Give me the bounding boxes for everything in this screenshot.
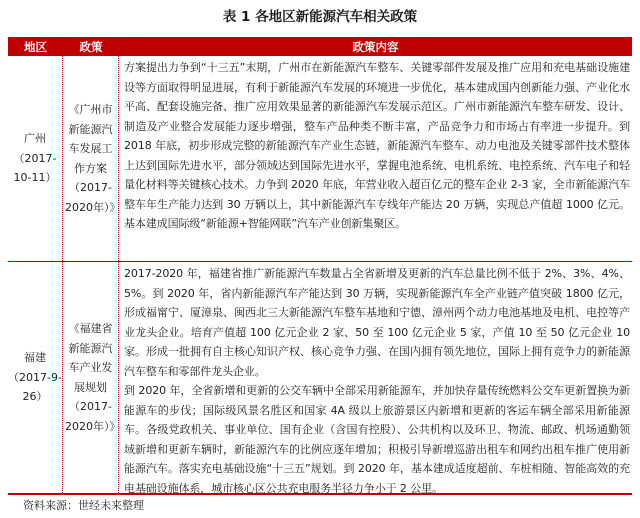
table-title: 表 1 各地区新能源汽车相关政策 xyxy=(222,9,418,25)
region-cell xyxy=(8,56,63,261)
region-cell xyxy=(8,262,63,493)
content-paragraph: 方案提出力争到“十三五”末期，广州市在新能源汽车整车、关键零部件发展及推广应用和充电基础设施建设等方面取得明显进展，有利于新能源汽车发展的环境进一步优化，基本建成国内创新能力强、产业化水平高、配套设施完备、推广应用效果显著的新能源汽车发展示范区。广州市新能源汽车整车研发、设计、制造及产业整合发展能力逐步增强，整车产品种类不断丰富，产品竞争力和市场占有率进一步提升。到 2018 年底，初步形成完整的新能源汽车产业生态链，新能源汽车整车、动力电池及关键零部件技术整体上达到国际先进水平，部分领域达到国际先进水平，掌握电池系统、电机系统、电控系统、汽车电子和轻量化材料等关键核心技术。力争到 2020 年底，年营业收入超百亿元的整车企业 2-3 家，全市新能源汽车整车年生产能力达到 30 万辆以上，其中新能源汽车专线年产能达 20 万辆，实现总产值超 1000 亿元。基本建成国际级“新能源+智能网联”汽车产业创新集聚区。 xyxy=(124,61,630,230)
header-policy: 政策 xyxy=(79,40,103,54)
header-content: 政策内容 xyxy=(352,40,399,54)
policy-text: 《福建省新能源汽车产业发展规划（2017-2020年）》 xyxy=(65,322,121,433)
content-paragraph: 2017-2020 年，福建省推广新能源汽车数量占全省新增及更新的汽车总量比例不低于 2%、3%、4%、5%。到 2020 年，省内新能源汽车产能达到 30 万辆，实现新能源汽车全产业链产值突破 1800 亿元，形成福甯宁、厦漳泉、闽西北三大新能源汽车整车基地和宁德、漳州两个动力电池基地及电机、电控等产业龙头企业。培育产值超 100 亿元企业 2 家、50 至 100 亿元企业 5 家，产值 10 至 50 亿元企业 10 家。形成一批拥有自主核心知识产权、核心竞争力强、在国内拥有领先地位，国际上拥有竞争力的新能源汽车整车和零部件龙头企业。 xyxy=(124,267,630,378)
policy-table xyxy=(8,37,632,495)
region-text: 广州（2017-10-11） xyxy=(13,132,57,185)
policy-text: 《广州市新能源汽车发展工作方案（2017-2020年）》 xyxy=(65,103,121,214)
table-header-row xyxy=(8,38,632,56)
table-row xyxy=(8,56,632,262)
region-text: 福建（2017-9-26） xyxy=(8,351,62,404)
table-row xyxy=(8,262,632,493)
policy-cell xyxy=(63,56,119,261)
source-note: 资料来源：世经未来整理 xyxy=(23,499,144,512)
content-paragraph: 到 2020 年，全省新增和更新的公交车辆中全部采用新能源车，并加快存量传统燃料公交车更新置换为新能源车的步伐；国际级风景名胜区和国家 4A 级以上旅游景区内新增和更新的客运车辆全部采用新能源车。各级党政机关、事业单位、国有企业（含国有控股）、公共机构以及环卫、物流、邮政、机场通勤领域新增和更新车辆时，新能源汽车的比例应逐年增加；积极引导新增巡游出租车和网约出租车推广使用新能源汽车。落实充电基础设施“十三五”规划。到 2020 年，基本建成适度超前、车桩相随、智能高效的充电基础设施体系，城市核心区公共充电服务半径力争小于 2 公里。 xyxy=(124,384,630,495)
content-cell xyxy=(119,262,632,493)
content-cell xyxy=(119,56,632,261)
header-region: 地区 xyxy=(24,40,47,54)
policy-cell xyxy=(63,262,119,493)
